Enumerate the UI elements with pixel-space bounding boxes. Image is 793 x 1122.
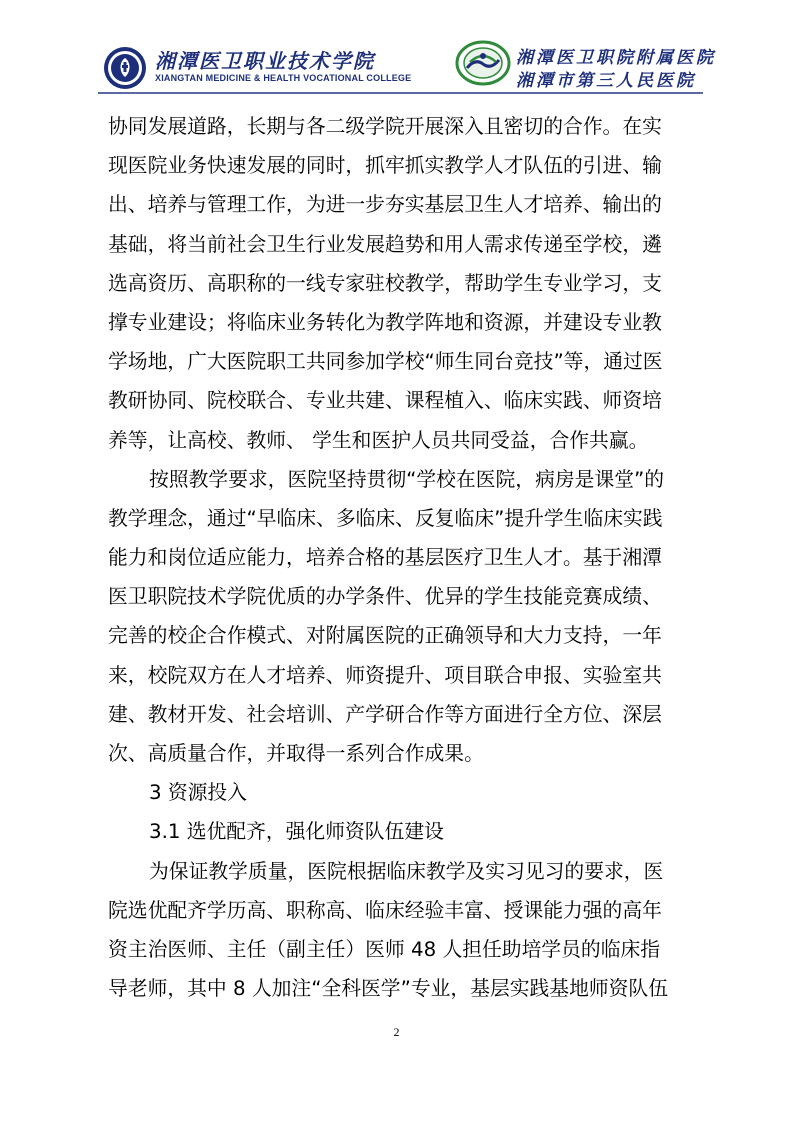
subsection-heading: 3.1 选优配齐，强化师资队伍建设 [149, 820, 444, 844]
text-line: 养等，让高校、教师、 学生和医护人员共同受益，合作共赢。 [108, 428, 649, 452]
text-line: 教学理念，通过“早临床、多临床、反复临床”提升学生临床实践 [108, 506, 663, 530]
document-body [108, 107, 704, 1008]
text-line: 完善的校企合作模式、对附属医院的正确领导和大力支持，一年 [108, 624, 662, 648]
text-line: 协同发展道路，长期与各二级学院开展深入且密切的合作。在实 [108, 115, 662, 138]
text-line: 按照教学要求，医院坚持贯彻“学校在医院，病房是课堂”的 [149, 467, 665, 491]
text-line: 建、教材开发、社会培训、产学研合作等方面进行全方位、深层 [108, 702, 662, 726]
text-line: 出、培养与管理工作，为进一步夯实基层卫生人才培养、输出的 [108, 193, 662, 217]
text-line: 基础，将当前社会卫生行业发展趋势和用人需求传递至学校，遴 [108, 232, 662, 256]
text-line: 来，校院双方在人才培养、师资提升、项目联合申报、实验室共 [108, 663, 662, 687]
text-line: 现医院业务快速发展的同时，抓牢抓实教学人才队伍的引进、输 [108, 154, 662, 178]
text-line: 能力和岗位适应能力，培养合格的基层医疗卫生人才。基于湘潭 [108, 546, 662, 570]
text-line: 选高资历、高职称的一线专家驻校教学，帮助学生专业学习，支 [108, 271, 662, 295]
hospital-logo-icon [455, 40, 511, 86]
text-line: 撑专业建设；将临床业务转化为教学阵地和资源，并建设专业教 [108, 310, 662, 334]
hospital-name-line1: 湘潭医卫职院附属医院 [516, 48, 716, 68]
text-line: 教研协同、院校联合、专业共建、课程植入、临床实践、师资培 [108, 389, 662, 413]
text-line: 资主治医师、主任（副主任）医师 48 人担任助培学员的临床指 [108, 937, 661, 961]
text-line: 次、高质量合作，并取得一系列合作成果。 [108, 742, 484, 765]
college-name-en: XIANGTAN MEDICINE & HEALTH VOCATIONAL COLLEGE [155, 73, 412, 83]
text-line: 院选优配齐学历高、职称高、临床经验丰富、授课能力强的高年 [108, 898, 662, 922]
page-number: 2 [393, 1025, 400, 1039]
text-line: 为保证教学质量，医院根据临床教学及实习见习的要求，医 [149, 859, 664, 883]
section-heading: 3 资源投入 [149, 781, 247, 805]
text-line: 医卫职院技术学院优质的办学条件、优异的学生技能竞赛成绩、 [108, 585, 662, 609]
page-header [0, 0, 793, 96]
college-logo-icon [103, 46, 147, 90]
header-divider [98, 92, 703, 94]
college-name-cn: 湘潭医卫职业技术学院 [155, 49, 375, 73]
text-line: 学场地，广大医院职工共同参加学校“师生同台竞技”等，通过医 [108, 350, 663, 374]
text-line: 导老师，其中 8 人加注“全科医学”专业，基层实践基地师资队伍 [108, 977, 668, 1001]
hospital-name-line2: 湘潭市第三人民医院 [516, 71, 696, 91]
